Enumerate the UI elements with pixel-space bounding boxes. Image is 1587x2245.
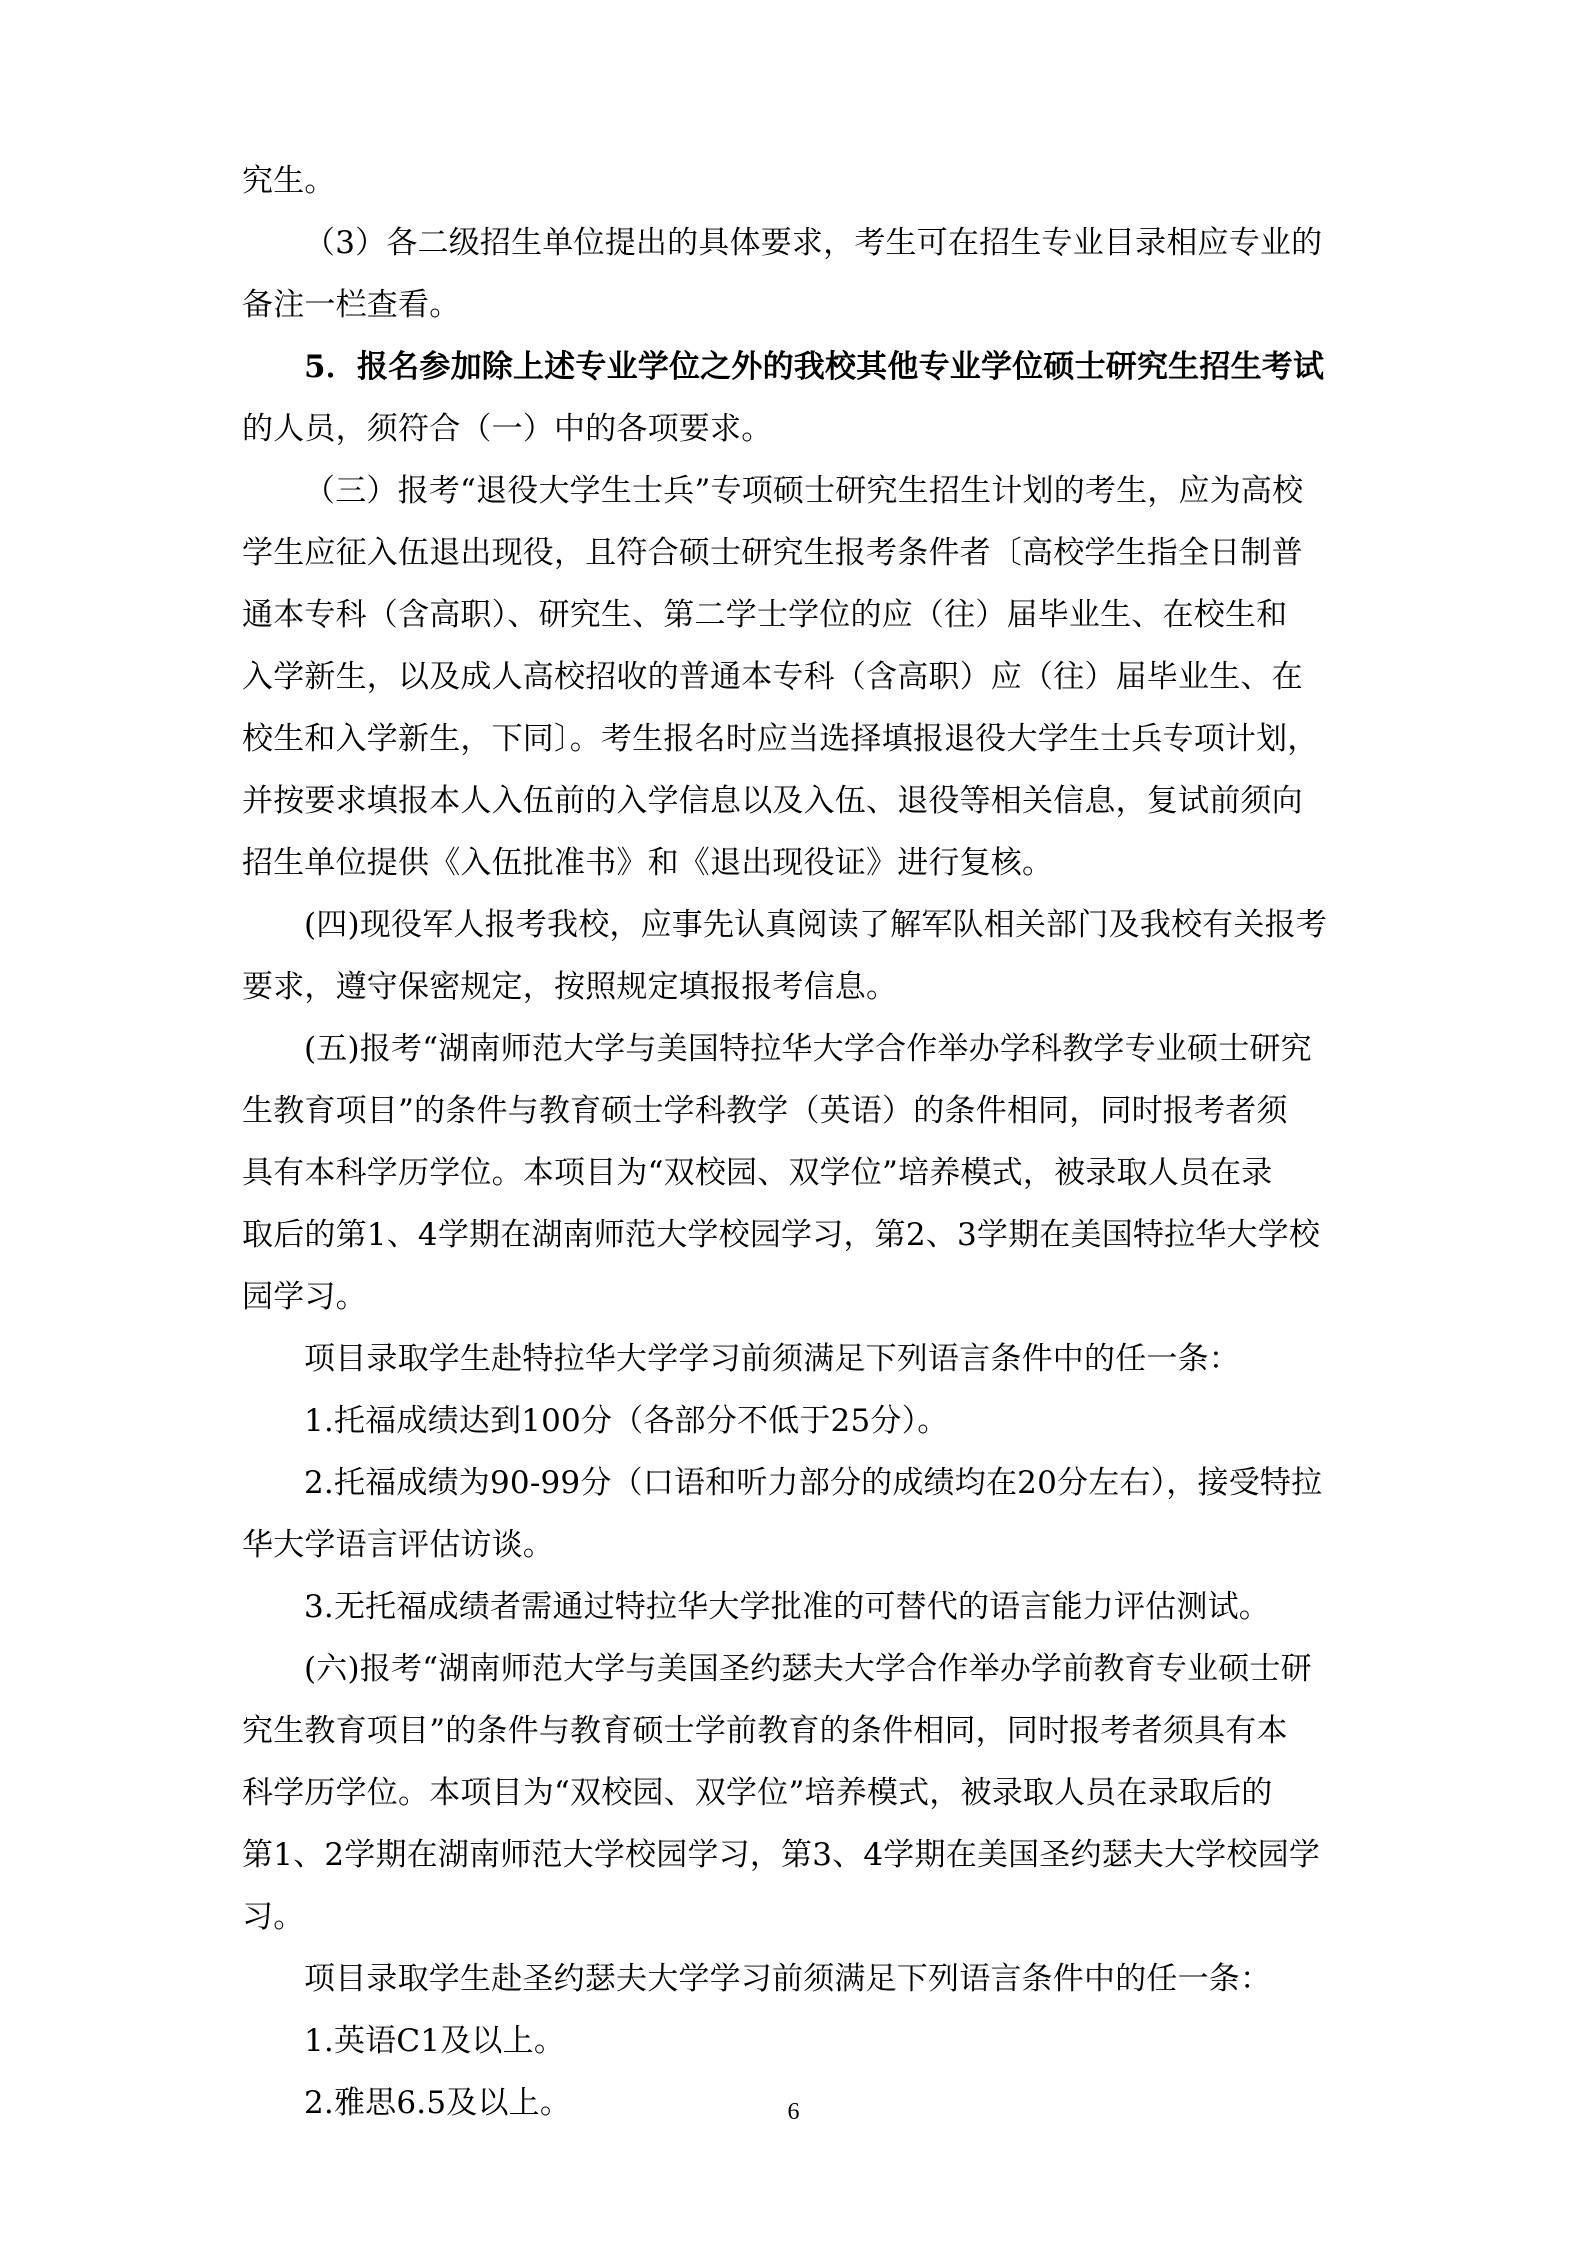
- text-line: 1.托福成绩达到100分（各部分不低于25分）。: [304, 1403, 949, 1439]
- document-body: [242, 150, 1362, 2134]
- text-line: 要求，遵守保密规定，按照规定填报报考信息。: [242, 969, 898, 1005]
- text-line: 2.托福成绩为90-99分（口语和听力部分的成绩均在20分左右），接受特拉: [304, 1465, 1323, 1501]
- text-line: 1.英语C1及以上。: [304, 2023, 566, 2059]
- text-line: 的人员，须符合（一）中的各项要求。: [242, 411, 773, 447]
- text-line: 具有本科学历学位。本项目为“双校园、双学位”培养模式，被录取人员在录: [242, 1155, 1273, 1191]
- text-line: 并按要求填报本人入伍前的入学信息以及入伍、退役等相关信息，复试前须向: [242, 783, 1303, 819]
- text-line: (六)报考“湖南师范大学与美国圣约瑟夫大学合作举办学前教育专业硕士研: [304, 1651, 1312, 1687]
- page-number: 6: [787, 2099, 800, 2125]
- text-line: 园学习。: [242, 1279, 367, 1315]
- text-line: 校生和入学新生，下同〕。考生报名时应当选择填报退役大学生士兵专项计划，: [242, 721, 1319, 757]
- text-line: （3）各二级招生单位提出的具体要求，考生可在招生专业目录相应专业的: [304, 225, 1323, 261]
- text-line: 招生单位提供《入伍批准书》和《退出现役证》进行复核。: [242, 845, 1054, 881]
- text-line: 生教育项目”的条件与教育硕士学科教学（英语）的条件相同，同时报考者须: [242, 1093, 1288, 1129]
- text-line: 第1、2学期在湖南师范大学校园学习，第3、4学期在美国圣约瑟夫大学校园学: [242, 1837, 1321, 1873]
- text-line: 3.无托福成绩者需通过特拉华大学批准的可替代的语言能力评估测试。: [304, 1589, 1270, 1625]
- text-line: 项目录取学生赴特拉华大学学习前须满足下列语言条件中的任一条：: [304, 1341, 1240, 1377]
- text-line: (五)报考“湖南师范大学与美国特拉华大学合作举办学科教学专业硕士研究: [304, 1031, 1312, 1067]
- text-line: 入学新生，以及成人高校招收的普通本专科（含高职）应（往）届毕业生、在: [242, 659, 1303, 695]
- text-line: 2.雅思6.5及以上。: [304, 2085, 572, 2121]
- text-line: 取后的第1、4学期在湖南师范大学校园学习，第2、3学期在美国特拉华大学校: [242, 1217, 1321, 1253]
- text-line: （三）报考“退役大学生士兵”专项硕士研究生招生计划的考生，应为高校: [304, 473, 1304, 509]
- text-line: 5．报名参加除上述专业学位之外的我校其他专业学位硕士研究生招生考试: [304, 349, 1325, 385]
- text-line: (四)现役军人报考我校，应事先认真阅读了解军队相关部门及我校有关报考: [304, 907, 1327, 943]
- text-line: 科学历学位。本项目为“双校园、双学位”培养模式，被录取人员在录取后的: [242, 1775, 1273, 1811]
- text-line: 华大学语言评估访谈。: [242, 1527, 554, 1563]
- text-line: 备注一栏查看。: [242, 287, 461, 323]
- text-line: 通本专科（含高职）、研究生、第二学士学位的应（往）届毕业生、在校生和: [242, 597, 1288, 633]
- text-line: 究生教育项目”的条件与教育硕士学前教育的条件相同，同时报考者须具有本: [242, 1713, 1288, 1749]
- text-line: 学生应征入伍退出现役，且符合硕士研究生报考条件者〔高校学生指全日制普: [242, 535, 1303, 571]
- text-line: 项目录取学生赴圣约瑟夫大学学习前须满足下列语言条件中的任一条：: [304, 1961, 1272, 1997]
- text-line: 究生。: [242, 163, 336, 199]
- text-line: 习。: [242, 1899, 305, 1935]
